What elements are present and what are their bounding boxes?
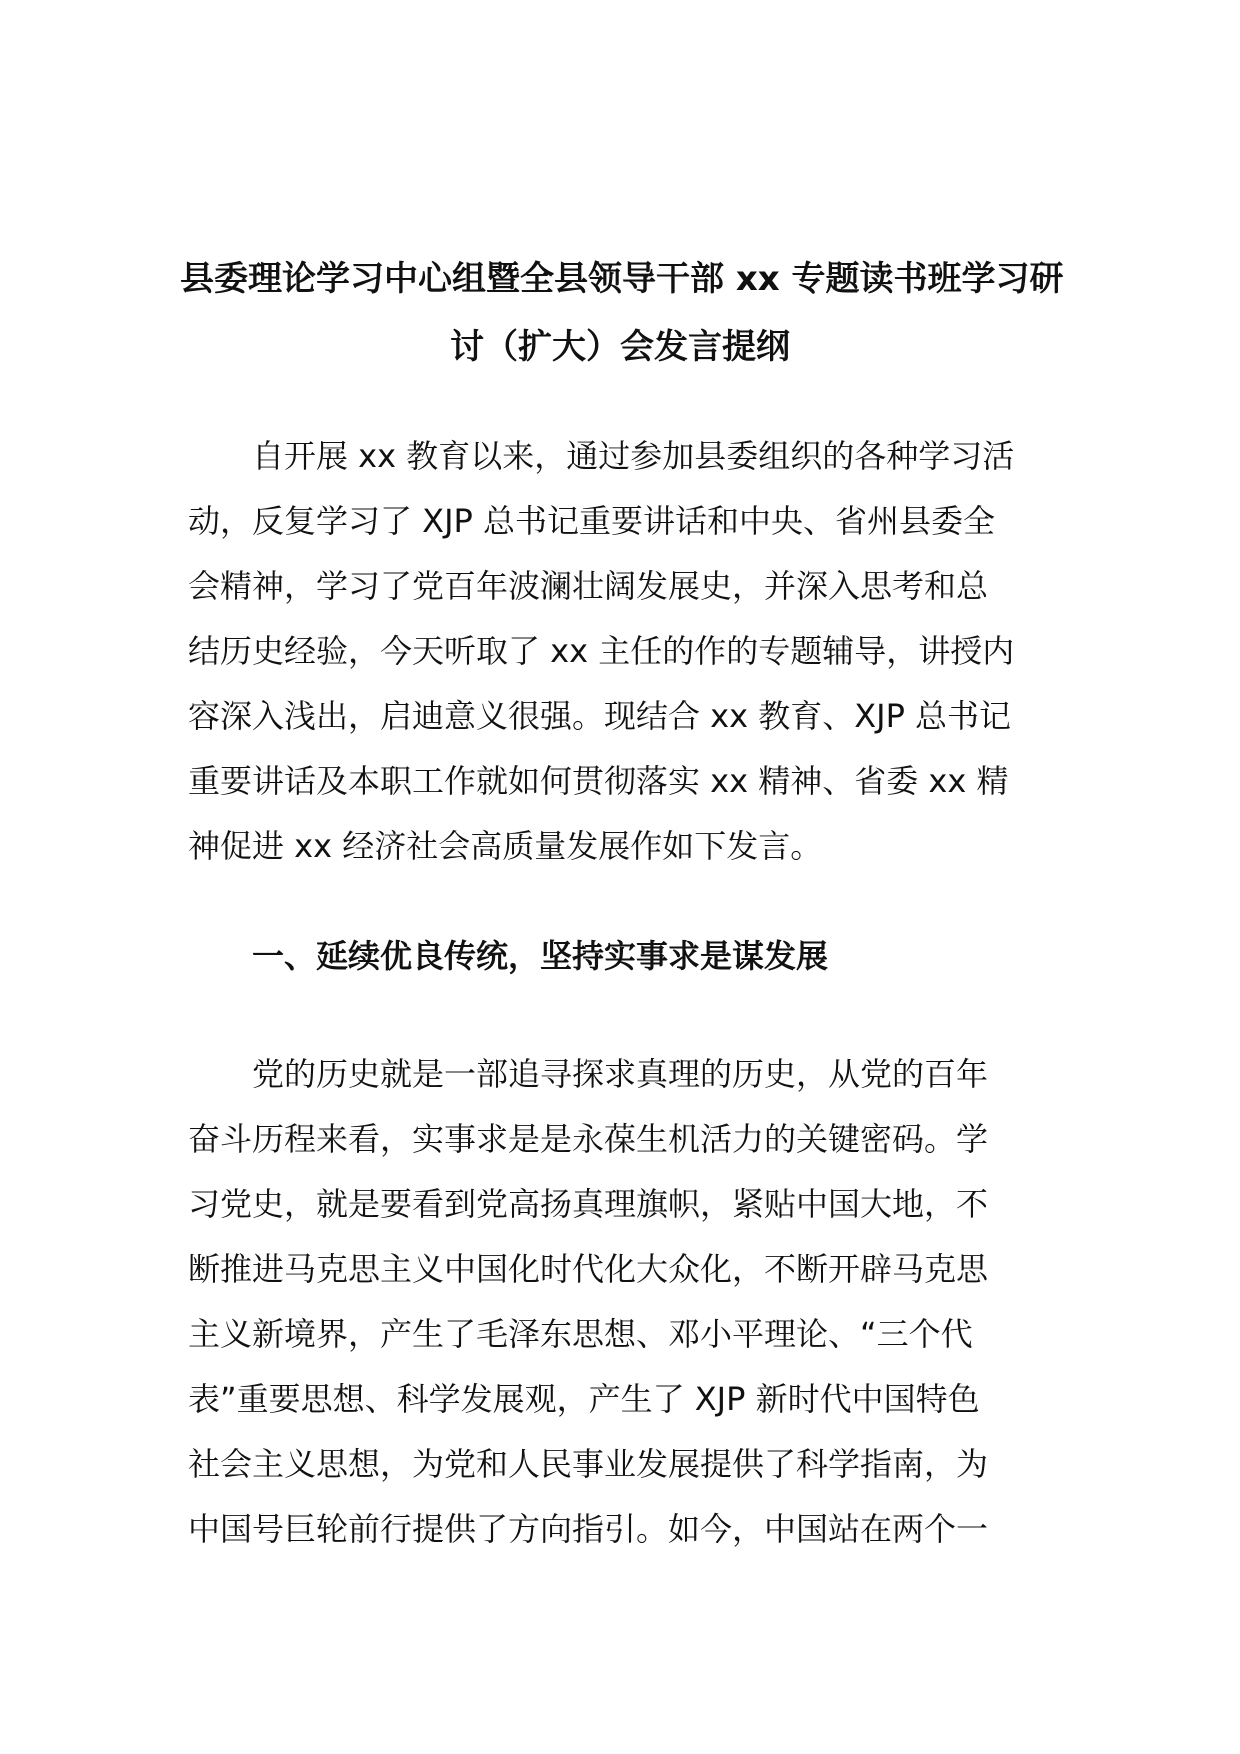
text-line: 中国号巨轮前行提供了方向指引。如今，中国站在两个一 — [188, 1510, 989, 1548]
text-line: 神促进 xx 经济社会高质量发展作如下发言。 — [188, 827, 823, 865]
text-line: 结历史经验，今天听取了 xx 主任的作的专题辅导，讲授内 — [188, 632, 1015, 670]
text-line: 主义新境界，产生了毛泽东思想、邓小平理论、“三个代 — [188, 1315, 973, 1353]
text-line: 党的历史就是一部追寻探求真理的历史，从党的百年 — [252, 1055, 989, 1093]
title-line: 讨（扩大）会发言提纲 — [450, 327, 790, 367]
section-heading: 一、延续优良传统，坚持实事求是谋发展 — [252, 937, 829, 975]
section-paragraph — [188, 1042, 1058, 1562]
text-line: 表”重要思想、科学发展观，产生了 XJP 新时代中国特色 — [188, 1380, 980, 1418]
text-line: 断推进马克思主义中国化时代化大众化，不断开辟马克思 — [188, 1250, 989, 1288]
document-title — [180, 245, 1064, 381]
title-line: 县委理论学习中心组暨全县领导干部 xx 专题读书班学习研 — [180, 259, 1064, 299]
text-line: 社会主义思想，为党和人民事业发展提供了科学指南，为 — [188, 1445, 989, 1483]
text-line: 动，反复学习了 XJP 总书记重要讲话和中央、省州县委全 — [188, 502, 996, 540]
text-line: 习党史，就是要看到党高扬真理旗帜，紧贴中国大地，不 — [188, 1185, 989, 1223]
text-line: 容深入浅出，启迪意义很强。现结合 xx 教育、XJP 总书记 — [188, 697, 1012, 735]
text-line: 重要讲话及本职工作就如何贯彻落实 xx 精神、省委 xx 精 — [188, 762, 1009, 800]
text-line: 自开展 xx 教育以来，通过参加县委组织的各种学习活 — [252, 437, 1015, 475]
text-line: 奋斗历程来看，实事求是是永葆生机活力的关键密码。学 — [188, 1120, 989, 1158]
intro-paragraph — [188, 424, 1058, 879]
text-line: 会精神，学习了党百年波澜壮阔发展史，并深入思考和总 — [188, 567, 989, 605]
